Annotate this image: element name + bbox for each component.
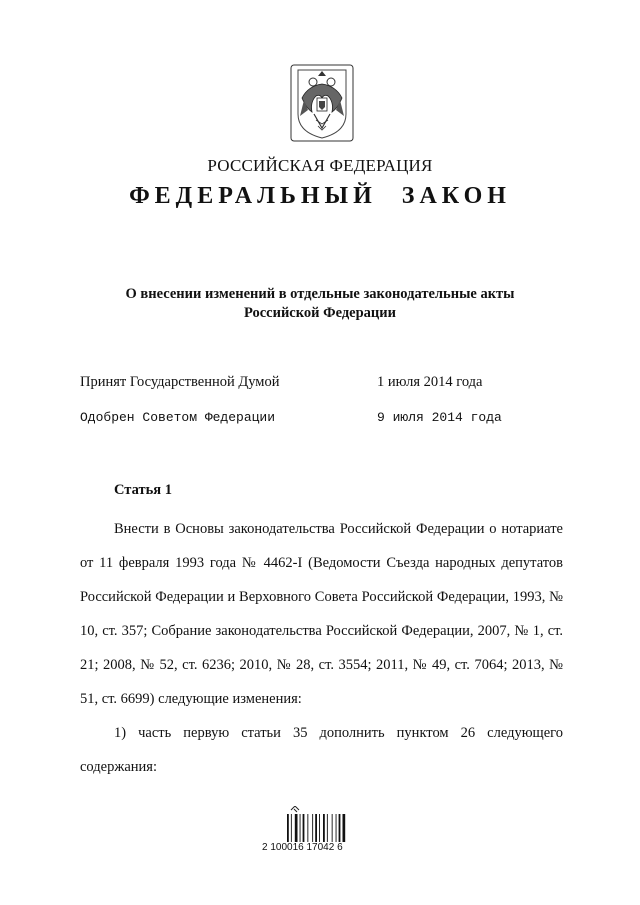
document-type: ФЕДЕРАЛЬНЫЙ ЗАКОН (129, 183, 511, 209)
adoption-label: Принят Государственной Думой (80, 374, 280, 390)
country-name: РОССИЙСКАЯ ФЕДЕРАЦИЯ (207, 156, 433, 175)
law-title-line-1: О внесении изменений в отдельные законодательные акты (125, 286, 515, 302)
article-paragraph: Внести в Основы законодательства Российской Федерации о нотариате от 11 февраля 1993 года № 4462-I (Ведомости Съезда народных депутатов Российской Федерации и Верховного Совета Российской Федерации, 1993, № 10, ст. 357; Собрание законодательства Российской Федерации, 2007, № 1, ст. 21; 2008, № 52, ст. 6236; 2010, № 28, ст. 3554; 2011, № 49, ст. 7064; 2013, № 51, ст. 6699) следующие изменения: (80, 521, 563, 707)
adoption-label: Одобрен Советом Федерации (80, 410, 276, 425)
article-paragraph: 1) часть первую статьи 35 дополнить пунктом 26 следующего содержания: (80, 725, 563, 775)
law-title (60, 285, 580, 323)
article-body (80, 512, 563, 784)
barcode-number: 2 100016 17042 6 (262, 842, 343, 853)
adoption-date: 9 июля 2014 года (377, 410, 502, 425)
article-heading: Статья 1 (114, 482, 172, 498)
law-title-line-2: Российской Федерации (243, 305, 396, 321)
adoption-date: 1 июля 2014 года (377, 374, 483, 390)
coat-of-arms-emblem (290, 64, 354, 142)
barcode-image (285, 806, 349, 842)
